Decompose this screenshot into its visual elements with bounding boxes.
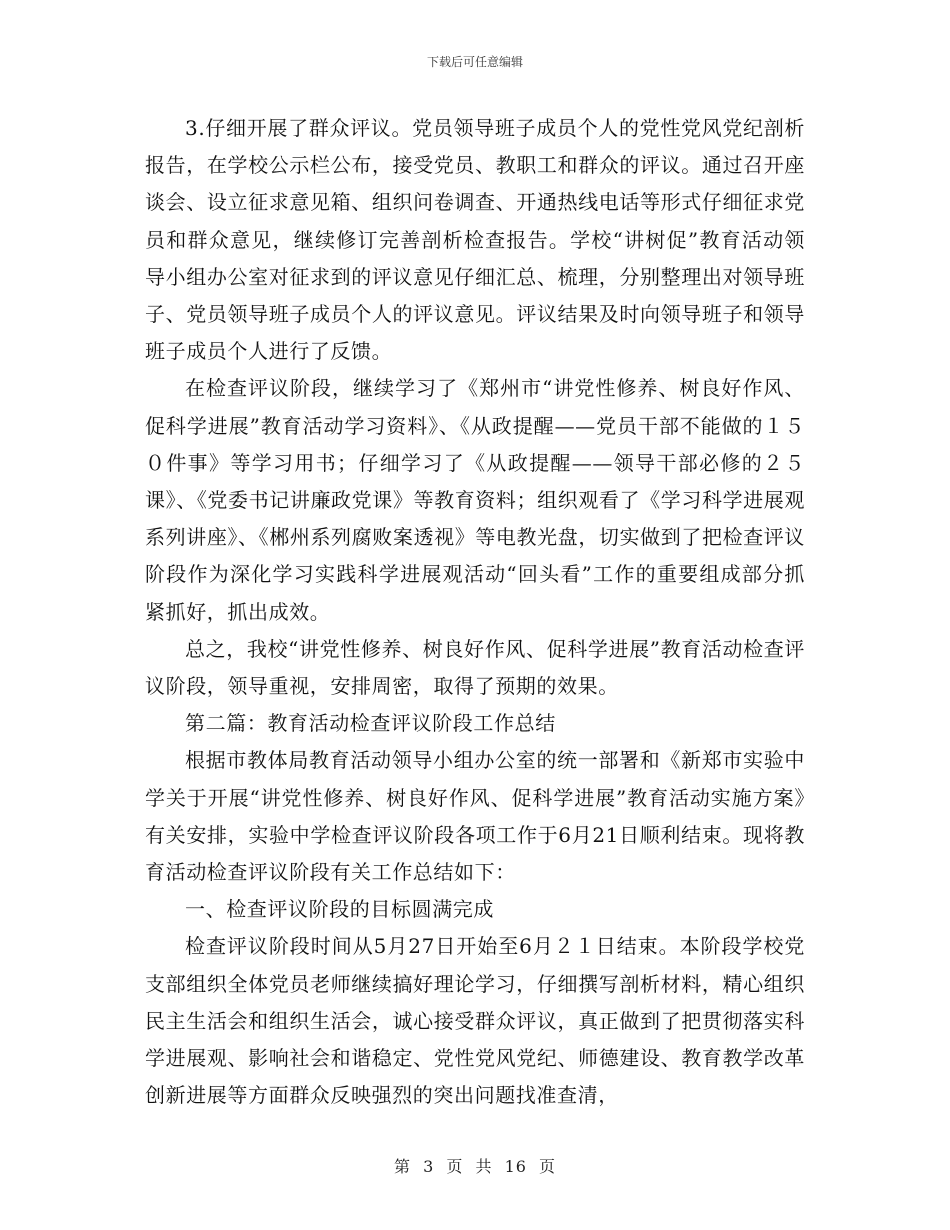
subsection-heading: 一、检查评议阶段的目标圆满完成 xyxy=(185,897,494,922)
footer-page-label: 页 xyxy=(446,1157,464,1176)
header-note: 下载后可任意编辑 xyxy=(426,55,523,69)
paragraph: 在检查评议阶段，继续学习了《郑州市“讲党性修养、树良好作风、促科学进展”教育活动学习资料》、《从政提醒——党员干部不能做的１５０件事》等学习用书；仔细学习了《从政提醒——领导干部必修的２５课》、《党委书记讲廉政党课》等教育资料；组织观看了《学习科学进展观系列讲座》、《郴州系列腐败案透视》等电教光盘，切实做到了把检查评议阶段作为深化学习实践科学进展观活动“回头看”工作的重要组成部分抓紧抓好，抓出成效。 xyxy=(145,376,805,624)
current-page-number: 3 xyxy=(423,1157,435,1176)
page-number-footer xyxy=(0,1154,950,1177)
total-page-count: 16 xyxy=(504,1157,527,1176)
footer-suffix: 页 xyxy=(539,1157,557,1176)
paragraph: 检查评议阶段时间从5月27日开始至6月２１日结束。本阶段学校党支部组织全体党员老师继续搞好理论学习，仔细撰写剖析材料，精心组织民主生活会和组织生活会，诚心接受群众评议，真正做到了把贯彻落实科学进展观、影响社会和谐稳定、党性党风党纪、师德建设、教育教学改革创新进展等方面群众反映强烈的突出问题找准查清， xyxy=(145,934,805,1108)
document-body xyxy=(145,110,805,1114)
footer-total-label: 共 xyxy=(475,1157,493,1176)
footer-prefix: 第 xyxy=(393,1157,411,1176)
paragraph: 根据市教体局教育活动领导小组办公室的统一部署和《新郑市实验中学关于开展“讲党性修养、树良好作风、促科学进展”教育活动实施方案》有关安排，实验中学检查评议阶段各项工作于6月21日顺利结束。现将教育活动检查评议阶段有关工作总结如下： xyxy=(145,748,805,885)
section-heading: 第二篇：教育活动检查评议阶段工作总结 xyxy=(185,711,556,736)
paragraph: 3.仔细开展了群众评议。党员领导班子成员个人的党性党风党纪剖析报告，在学校公示栏公布，接受党员、教职工和群众的评议。通过召开座谈会、设立征求意见箱、组织问卷调查、开通热线电话等形式仔细征求党员和群众意见，继续修订完善剖析检查报告。学校“讲树促”教育活动领导小组办公室对征求到的评议意见仔细汇总、梳理，分别整理出对领导班子、党员领导班子成员个人的评议意见。评议结果及时向领导班子和领导班子成员个人进行了反馈。 xyxy=(145,116,805,364)
paragraph: 总之，我校“讲党性修养、树良好作风、促科学进展”教育活动检查评议阶段，领导重视，安排周密，取得了预期的效果。 xyxy=(145,636,805,699)
